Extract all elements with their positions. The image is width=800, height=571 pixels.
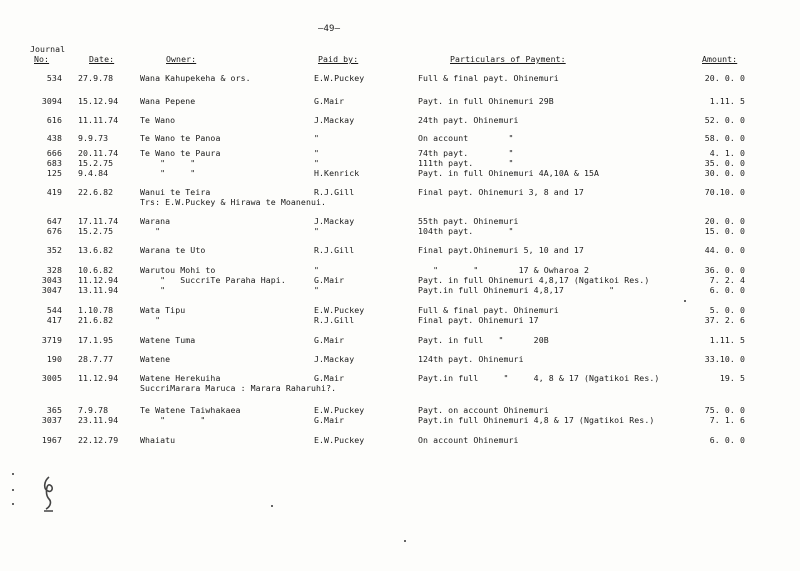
owner-name: " " <box>140 158 196 168</box>
entry-date: 11.12.94 <box>78 373 119 383</box>
entry-date: 28.7.77 <box>78 354 114 364</box>
owner-name: " " <box>140 415 206 425</box>
journal-no: 616 <box>46 115 62 125</box>
journal-no: 419 <box>46 187 62 197</box>
scan-speck <box>12 503 14 505</box>
header-paid-by: Paid by: <box>318 54 359 64</box>
amount: 6. 0. 0 <box>709 435 745 445</box>
entry-date: 15.2.75 <box>78 158 114 168</box>
journal-no: 328 <box>46 265 62 275</box>
owner-name: Warutou Mohi to <box>140 265 216 275</box>
entry-date: 20.11.74 <box>78 148 119 158</box>
owner-name: Te Wano te Panoa <box>140 133 221 143</box>
paid-by: G.Mair <box>314 275 345 285</box>
owner-name: " <box>140 315 161 325</box>
journal-no: 3043 <box>41 275 62 285</box>
paid-by: J.Mackay <box>314 354 355 364</box>
journal-no: 676 <box>46 226 62 236</box>
amount: 30. 0. 0 <box>704 168 745 178</box>
amount: 35. 0. 0 <box>704 158 745 168</box>
payment-particulars: 74th payt. " <box>418 148 514 158</box>
payment-particulars: 111th payt. " <box>418 158 514 168</box>
amount: 58. 0. 0 <box>704 133 745 143</box>
owner-name: Trs: E.W.Puckey & Hirawa te Moanenui. <box>140 197 327 207</box>
payment-particulars: On account Ohinemuri <box>418 435 519 445</box>
paid-by: E.W.Puckey <box>314 73 365 83</box>
amount: 15. 0. 0 <box>704 226 745 236</box>
paid-by: E.W.Puckey <box>314 405 365 415</box>
payment-particulars: Payt. in full Ohinemuri 29B <box>418 96 554 106</box>
owner-name: " SuccriTe Paraha Hapi. <box>140 275 286 285</box>
journal-no: 352 <box>46 245 62 255</box>
amount: 37. 2. 6 <box>704 315 745 325</box>
payment-particulars: Final payt. Ohinemuri 17 <box>418 315 539 325</box>
payment-particulars: Payt.in full Ohinemuri 4,8,17 " <box>418 285 615 295</box>
amount: 1.11. 5 <box>709 96 745 106</box>
amount: 20. 0. 0 <box>704 73 745 83</box>
amount: 1.11. 5 <box>709 335 745 345</box>
paid-by: " <box>314 158 320 168</box>
paid-by: " <box>314 265 320 275</box>
entry-date: 9.4.84 <box>78 168 109 178</box>
journal-no: 544 <box>46 305 62 315</box>
header-owner: Owner: <box>166 54 197 64</box>
journal-no: 3047 <box>41 285 62 295</box>
entry-date: 11.12.94 <box>78 275 119 285</box>
payment-particulars: Payt. in full Ohinemuri 4,8,17 (Ngatikoi Res.) <box>418 275 650 285</box>
owner-name: " " <box>140 168 196 178</box>
payment-particulars: " " 17 & Owharoa 2 <box>418 265 589 275</box>
entry-date: 13.11.94 <box>78 285 119 295</box>
owner-name: SuccriMarara Maruca : Marara Raharuhi?. <box>140 383 337 393</box>
scan-speck <box>271 505 273 507</box>
page-number-value: 49 <box>323 24 335 34</box>
amount: 5. 0. 0 <box>709 305 745 315</box>
amount: 4. 1. 0 <box>709 148 745 158</box>
journal-no: 3094 <box>41 96 62 106</box>
paid-by: " <box>314 226 320 236</box>
payment-particulars: Final payt.Ohinemuri 5, 10 and 17 <box>418 245 584 255</box>
paid-by: R.J.Gill <box>314 187 355 197</box>
payment-particulars: 124th payt. Ohinemuri <box>418 354 524 364</box>
entry-date: 9.9.73 <box>78 133 109 143</box>
journal-no: 3719 <box>41 335 62 345</box>
owner-name: " <box>140 285 166 295</box>
paid-by: R.J.Gill <box>314 245 355 255</box>
owner-name: Warana te Uto <box>140 245 206 255</box>
entry-date: 22.12.79 <box>78 435 119 445</box>
payment-particulars: On account " <box>418 133 514 143</box>
amount: 44. 0. 0 <box>704 245 745 255</box>
paid-by: J.Mackay <box>314 115 355 125</box>
entry-date: 10.6.82 <box>78 265 114 275</box>
owner-name: " <box>140 226 161 236</box>
owner-name: Watene <box>140 354 171 364</box>
paid-by: G.Mair <box>314 373 345 383</box>
amount: 19. 5 <box>719 373 745 383</box>
journal-no: 3037 <box>41 415 62 425</box>
payment-particulars: Payt.in full " 4, 8 & 17 (Ngatikoi Res.) <box>418 373 660 383</box>
payment-particulars: 104th payt. " <box>418 226 514 236</box>
payment-particulars: Payt.in full Ohinemuri 4,8 & 17 (Ngatikoi Res.) <box>418 415 655 425</box>
payment-particulars: Full & final payt. Ohinemuri <box>418 305 559 315</box>
payment-particulars: Payt. in full Ohinemuri 4A,10A & 15A <box>418 168 600 178</box>
entry-date: 17.11.74 <box>78 216 119 226</box>
paid-by: G.Mair <box>314 96 345 106</box>
scan-speck <box>12 473 14 475</box>
paid-by: E.W.Puckey <box>314 435 365 445</box>
owner-name: Wana Kahupekeha & ors. <box>140 73 251 83</box>
scan-speck <box>12 489 14 491</box>
owner-name: Wata Tipu <box>140 305 186 315</box>
entry-date: 7.9.78 <box>78 405 109 415</box>
paid-by: " <box>314 133 320 143</box>
paid-by: H.Kenrick <box>314 168 360 178</box>
payment-particulars: 55th payt. Ohinemuri <box>418 216 519 226</box>
amount: 52. 0. 0 <box>704 115 745 125</box>
page-number: —49— <box>318 24 341 34</box>
journal-no: 534 <box>46 73 62 83</box>
journal-no: 190 <box>46 354 62 364</box>
header-date: Date: <box>89 54 115 64</box>
paid-by: J.Mackay <box>314 216 355 226</box>
payment-particulars: 24th payt. Ohinemuri <box>418 115 519 125</box>
paid-by: G.Mair <box>314 335 345 345</box>
paid-by: " <box>314 285 320 295</box>
owner-name: Wanui te Teira <box>140 187 211 197</box>
journal-no: 683 <box>46 158 62 168</box>
owner-name: Te Watene Taiwhakaea <box>140 405 241 415</box>
entry-date: 17.1.95 <box>78 335 114 345</box>
entry-date: 27.9.78 <box>78 73 114 83</box>
scan-speck <box>684 300 686 302</box>
paid-by: E.W.Puckey <box>314 305 365 315</box>
journal-no: 666 <box>46 148 62 158</box>
entry-date: 15.12.94 <box>78 96 119 106</box>
entry-date: 11.11.74 <box>78 115 119 125</box>
amount: 36. 0. 0 <box>704 265 745 275</box>
journal-no: 647 <box>46 216 62 226</box>
owner-name: Warana <box>140 216 171 226</box>
entry-date: 15.2.75 <box>78 226 114 236</box>
entry-date: 1.10.78 <box>78 305 114 315</box>
amount: 6. 0. 0 <box>709 285 745 295</box>
amount: 75. 0. 0 <box>704 405 745 415</box>
header-journal: Journal <box>30 44 66 54</box>
paid-by: " <box>314 148 320 158</box>
journal-no: 365 <box>46 405 62 415</box>
entry-date: 13.6.82 <box>78 245 114 255</box>
owner-name: Te Wano <box>140 115 176 125</box>
payment-particulars: Full & final payt. Ohinemuri <box>418 73 559 83</box>
amount: 7. 2. 4 <box>709 275 745 285</box>
owner-name: Whaiatu <box>140 435 176 445</box>
owner-name: Watene Tuma <box>140 335 196 345</box>
amount: 70.10. 0 <box>704 187 745 197</box>
owner-name: Wana Pepene <box>140 96 196 106</box>
journal-no: 438 <box>46 133 62 143</box>
amount: 20. 0. 0 <box>704 216 745 226</box>
payment-particulars: Final payt. Ohinemuri 3, 8 and 17 <box>418 187 584 197</box>
header-no: No: <box>34 54 50 64</box>
amount: 7. 1. 6 <box>709 415 745 425</box>
header-amount: Amount: <box>702 54 738 64</box>
entry-date: 23.11.94 <box>78 415 119 425</box>
payment-particulars: Payt. in full " 20B <box>418 335 549 345</box>
journal-no: 417 <box>46 315 62 325</box>
handwritten-mark <box>40 475 58 515</box>
entry-date: 22.6.82 <box>78 187 114 197</box>
owner-name: Watene Herekuiha <box>140 373 221 383</box>
scan-speck <box>404 540 406 542</box>
payment-particulars: Payt. on account Ohinemuri <box>418 405 549 415</box>
amount: 33.10. 0 <box>704 354 745 364</box>
paid-by: G.Mair <box>314 415 345 425</box>
paid-by: R.J.Gill <box>314 315 355 325</box>
journal-no: 1967 <box>41 435 62 445</box>
header-particulars: Particulars of Payment: <box>450 54 566 64</box>
journal-no: 125 <box>46 168 62 178</box>
journal-no: 3005 <box>41 373 62 383</box>
entry-date: 21.6.82 <box>78 315 114 325</box>
owner-name: Te Wano te Paura <box>140 148 221 158</box>
